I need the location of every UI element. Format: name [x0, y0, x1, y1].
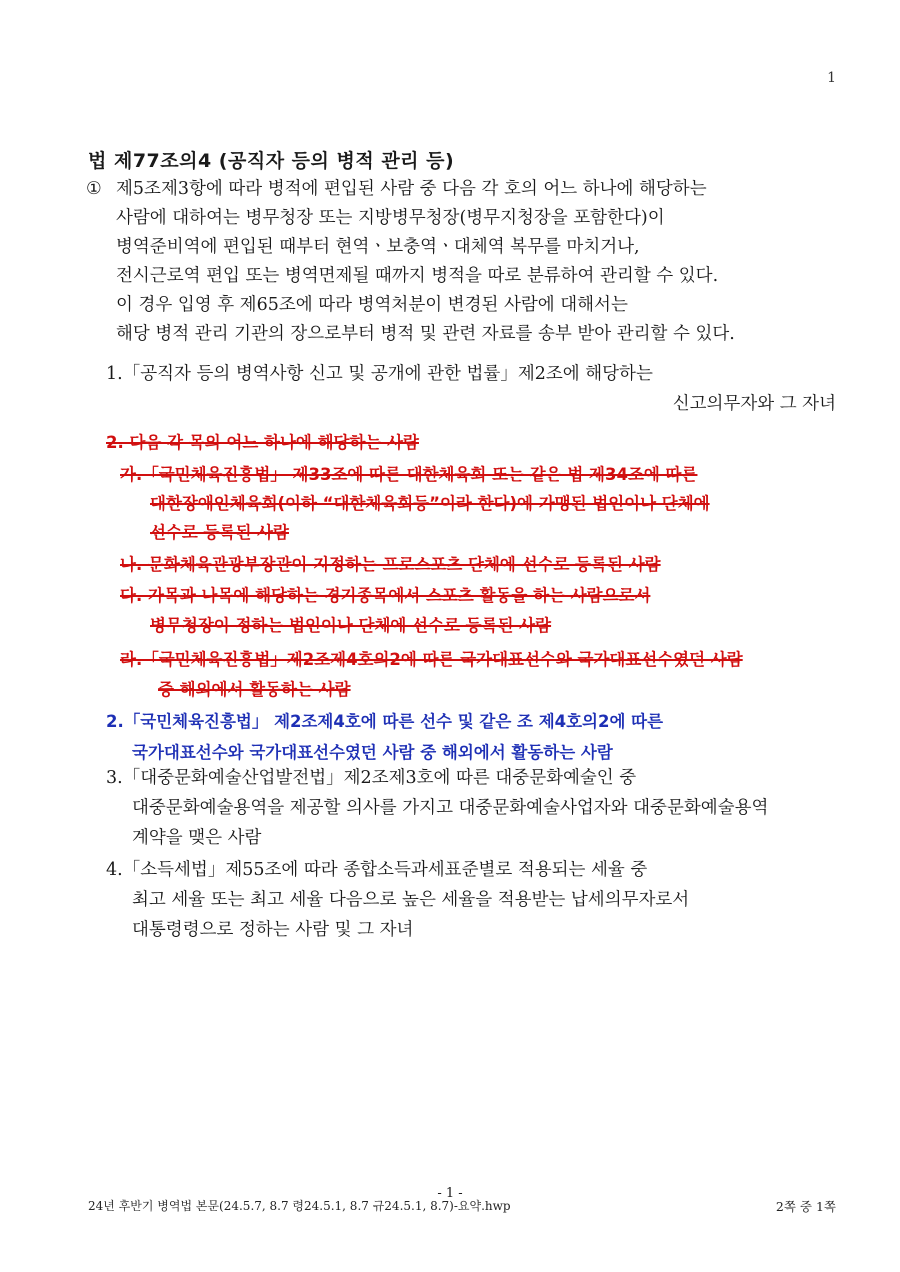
- footer-page-count: 2쪽 중 1쪽: [775, 1199, 836, 1214]
- para1-line-5: 이 경우 입영 후 제65조에 따라 병역처분이 변경된 사람에 대해서는: [116, 295, 628, 315]
- item4-line-3: 대통령령으로 정하는 사람 및 그 자녀: [132, 920, 414, 940]
- item1-line-1: 1.「공직자 등의 병역사항 신고 및 공개에 관한 법률」제2조에 해당하는: [106, 364, 653, 384]
- deleted-item2-ga-line-2: 대한장애인체육회(이하 “대한체육회등”이라 한다)에 가맹된 법인이나 단체에: [150, 494, 710, 513]
- para1-line-2: 사람에 대하여는 병무청장 또는 지방병무청장(병무지청장을 포함한다)이: [116, 208, 665, 228]
- footer-filename: 24년 후반기 병역법 본문(24.5.7, 8.7 령24.5.1, 8.7 규24.5.1, 8.7)-요약.hwp: [88, 1199, 511, 1213]
- item4-line-1: 4.「소득세법」제55조에 따라 종합소득과세표준별로 적용되는 세율 중: [106, 860, 648, 880]
- para1-line-6: 해당 병적 관리 기관의 장으로부터 병적 및 관련 자료를 송부 받아 관리할 수 있다.: [116, 324, 735, 344]
- item4-line-2: 최고 세율 또는 최고 세율 다음으로 높은 세율을 적용받는 납세의무자로서: [132, 890, 690, 910]
- deleted-item2-ga-line-3: 선수로 등록된 사람: [150, 523, 290, 542]
- item3-line-1: 3.「대중문화예술산업발전법」제2조제3호에 따른 대중문화예술인 중: [106, 768, 637, 788]
- deleted-item2-na-line: 나. 문화체육관광부장관이 지정하는 프로스포츠 단체에 선수로 등록된 사람: [120, 555, 661, 574]
- article-title: 법 제77조의4 (공직자 등의 병적 관리 등): [88, 150, 455, 172]
- deleted-item2-ra-line-2: 중 해외에서 활동하는 사람: [158, 680, 351, 699]
- paragraph-marker: ①: [86, 179, 102, 199]
- para1-line-3: 병역준비역에 편입된 때부터 현역ㆍ보충역ㆍ대체역 복무를 마치거나,: [116, 237, 640, 257]
- deleted-item2-da-line-1: 다. 가목과 나목에 해당하는 경기종목에서 스포츠 활동을 하는 사람으로서: [120, 586, 651, 605]
- item1-line-2: 신고의무자와 그 자녀: [672, 394, 836, 414]
- para1-line-1: 제5조제3항에 따라 병적에 편입된 사람 중 다음 각 호의 어느 하나에 해당하는: [116, 179, 707, 199]
- new-item2-line-1: 2.「국민체육진흥법」 제2조제4호에 따른 선수 및 같은 조 제4호의2에 따른: [106, 712, 664, 731]
- deleted-item2-line: 2. 다음 각 목의 어느 하나에 해당하는 사람: [106, 433, 419, 452]
- deleted-item2-da-line-2: 병무청장이 정하는 법인이나 단체에 선수로 등록된 사람: [150, 616, 552, 635]
- page-number-top: 1: [827, 70, 836, 86]
- deleted-item2-ga-line-1: 가.「국민체육진흥법」 제33조에 따른 대한체육회 또는 같은 법 제34조에 따른: [120, 465, 698, 484]
- item3-line-2: 대중문화예술용역을 제공할 의사를 가지고 대중문화예술사업자와 대중문화예술용역: [132, 798, 769, 818]
- new-item2-line-2: 국가대표선수와 국가대표선수였던 사람 중 해외에서 활동하는 사람: [132, 743, 613, 762]
- item3-line-3: 계약을 맺은 사람: [132, 828, 262, 848]
- page-number-footer: - 1 -: [437, 1186, 463, 1201]
- para1-line-4: 전시근로역 편입 또는 병역면제될 때까지 병적을 따로 분류하여 관리할 수 있다.: [116, 266, 719, 286]
- deleted-item2-ra-line-1: 라.「국민체육진흥법」제2조제4호의2에 따른 국가대표선수와 국가대표선수였던 사람: [120, 650, 743, 669]
